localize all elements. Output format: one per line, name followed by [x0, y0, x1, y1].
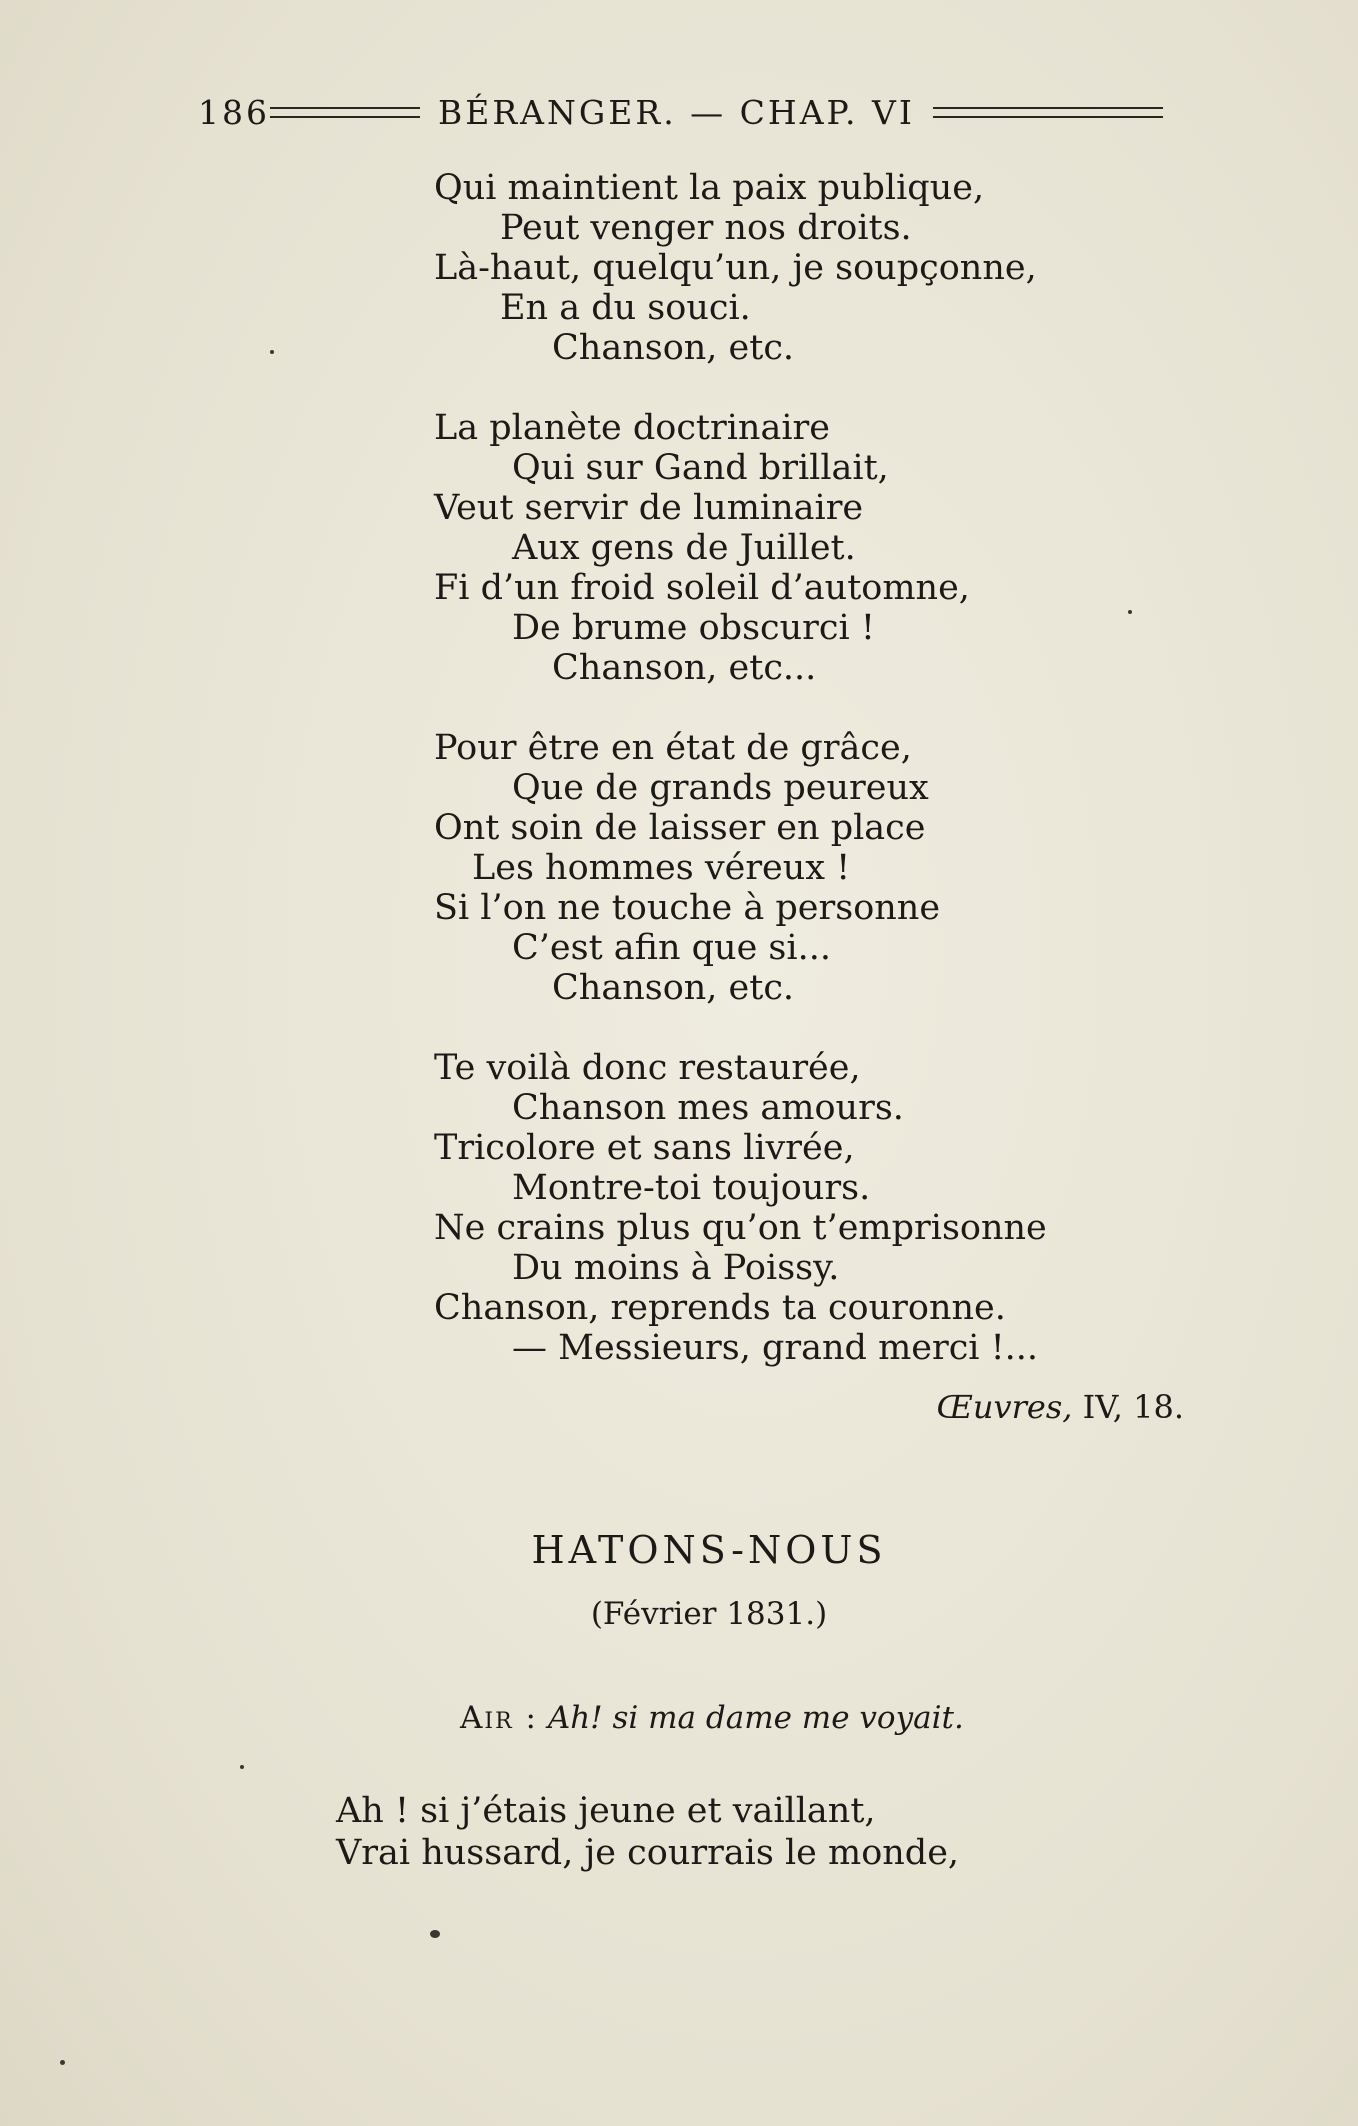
paper-speck — [270, 350, 274, 354]
verse-line: Qui maintient la paix publique, — [434, 168, 985, 208]
poem-title: HATONS-NOUS — [531, 1528, 887, 1572]
air-label: Air : — [460, 1700, 538, 1736]
verse-line: Ont soin de laisser en place — [434, 808, 926, 848]
paper-speck — [240, 1765, 244, 1769]
verse-line: Ah ! si j’étais jeune et vaillant, — [336, 1791, 876, 1831]
verse-line: Si l’on ne touche à personne — [434, 888, 941, 928]
running-header — [198, 92, 1308, 132]
verse-line: Chanson, etc... — [552, 648, 817, 688]
verse-line: Vrai hussard, je courrais le monde, — [336, 1833, 960, 1873]
verse-line: De brume obscurci ! — [512, 608, 875, 648]
verse-line: Chanson, etc. — [552, 968, 795, 1008]
verse-line: C’est afin que si... — [512, 928, 831, 968]
verse-line: Ne crains plus qu’on t’emprisonne — [434, 1208, 1047, 1248]
verse-line: Pour être en état de grâce, — [434, 728, 912, 768]
verse-line: Du moins à Poissy. — [512, 1248, 840, 1288]
verse-line: Que de grands peureux — [512, 768, 929, 808]
stanza-2 — [420, 408, 1180, 688]
paper-speck — [60, 2060, 65, 2065]
header-rule-right — [933, 107, 1163, 118]
header-title: BÉRANGER. — CHAP. VI — [438, 92, 915, 132]
verse-line: Chanson, etc. — [552, 328, 795, 368]
verse-line: Tricolore et sans livrée, — [434, 1128, 855, 1168]
verse-line: Montre-toi toujours. — [512, 1168, 871, 1208]
verse-line: La planète doctrinaire — [434, 408, 830, 448]
verse-line: Veut servir de luminaire — [434, 488, 864, 528]
verse-line: Qui sur Gand brillait, — [512, 448, 889, 488]
poem-date: (Février 1831.) — [590, 1596, 828, 1632]
verse-line: Les hommes véreux ! — [472, 848, 851, 888]
page-number: 186 — [198, 92, 270, 132]
verse-line: Peut venger nos droits. — [500, 208, 912, 248]
paper-speck — [1128, 610, 1132, 614]
paper-speck — [430, 1930, 440, 1938]
stanza-4 — [420, 1048, 1180, 1368]
new-poem-stanza — [336, 1790, 959, 1874]
verse-line: Chanson, reprends ta couronne. — [434, 1288, 1006, 1328]
verse-line: En a du souci. — [500, 288, 751, 328]
verse-line: Te voilà donc restaurée, — [434, 1048, 861, 1088]
stanza-1 — [420, 168, 1180, 368]
air-tune: Ah! si ma dame me voyait. — [547, 1700, 964, 1736]
source-ref: IV, 18. — [1082, 1388, 1184, 1426]
air-line — [460, 1700, 964, 1736]
source-citation — [700, 1388, 1184, 1426]
verse-line: — Messieurs, grand merci !... — [512, 1328, 1039, 1368]
verse-line: Fi d’un froid soleil d’automne, — [434, 568, 970, 608]
source-work: Œuvres, — [936, 1388, 1073, 1426]
header-rule-left — [270, 107, 420, 118]
verse-line: Là-haut, quelqu’un, je soupçonne, — [434, 248, 1037, 288]
verse-line: Chanson mes amours. — [512, 1088, 904, 1128]
stanza-3 — [420, 728, 1180, 1008]
verse-line: Aux gens de Juillet. — [512, 528, 856, 568]
